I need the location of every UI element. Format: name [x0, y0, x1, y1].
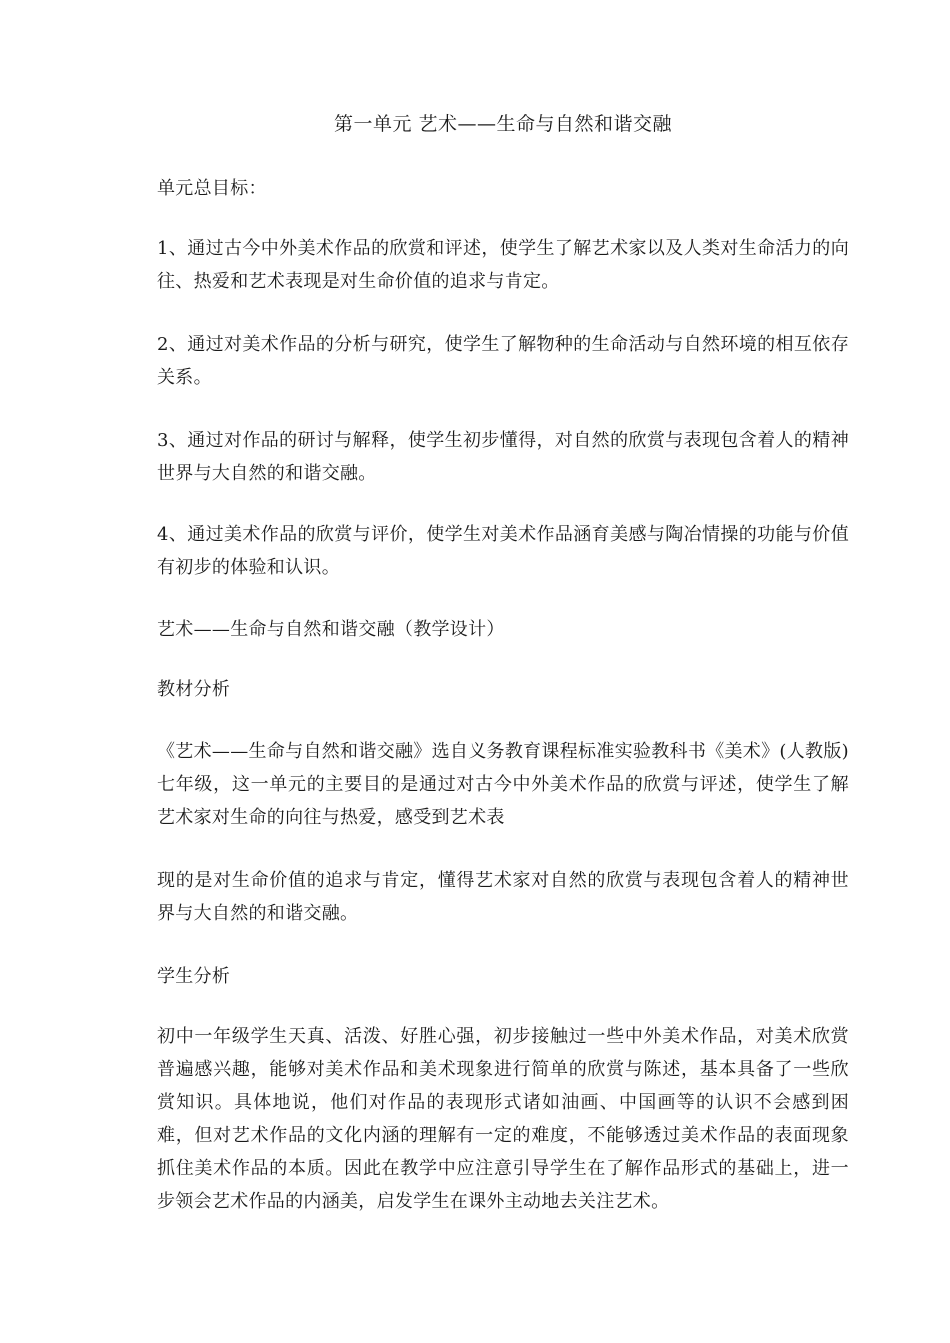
- section-heading-unit-goals: 单元总目标：: [157, 178, 267, 199]
- section-heading-teaching-design: 艺术——生命与自然和谐交融（教学设计）: [157, 619, 505, 640]
- material-analysis-paragraph-2: 现的是对生命价值的追求与肯定，懂得艺术家对自然的欣赏与表现包含着人的精神世界与大自然的和谐交融。: [157, 870, 849, 924]
- goal-paragraph-4: 4、通过美术作品的欣赏与评价，使学生对美术作品涵育美感与陶冶情操的功能与价值有初步的体验和认识。: [157, 524, 849, 578]
- section-heading-material-analysis: 教材分析: [157, 679, 231, 700]
- document-title: 第一单元 艺术——生命与自然和谐交融: [333, 113, 673, 135]
- student-analysis-paragraph: 初中一年级学生天真、活泼、好胜心强，初步接触过一些中外美术作品，对美术欣赏普遍感兴趣，能够对美术作品和美术现象进行简单的欣赏与陈述，基本具备了一些欣赏知识。具体地说，他们对作品的表现形式诸如油画、中国画等的认识不会感到困难，但对艺术作品的文化内涵的理解有一定的难度，不能够透过美术作品的表面现象抓住美术作品的本质。因此在教学中应注意引导学生在了解作品形式的基础上，进一步领会艺术作品的内涵美，启发学生在课外主动地去关注艺术。: [157, 1026, 849, 1212]
- goal-paragraph-3: 3、通过对作品的研讨与解释，使学生初步懂得，对自然的欣赏与表现包含着人的精神世界与大自然的和谐交融。: [157, 430, 849, 484]
- goal-paragraph-2: 2、通过对美术作品的分析与研究，使学生了解物种的生命活动与自然环境的相互依存关系。: [157, 334, 849, 388]
- material-analysis-paragraph-1: 《艺术——生命与自然和谐交融》选自义务教育课程标准实验教科书《美术》(人教版)七年级，这一单元的主要目的是通过对古今中外美术作品的欣赏与评述，使学生了解艺术家对生命的向往与热爱，感受到艺术表: [157, 741, 849, 828]
- goal-paragraph-1: 1、通过古今中外美术作品的欣赏和评述，使学生了解艺术家以及人类对生命活力的向往、热爱和艺术表现是对生命价值的追求与肯定。: [157, 238, 849, 292]
- section-heading-student-analysis: 学生分析: [157, 966, 231, 987]
